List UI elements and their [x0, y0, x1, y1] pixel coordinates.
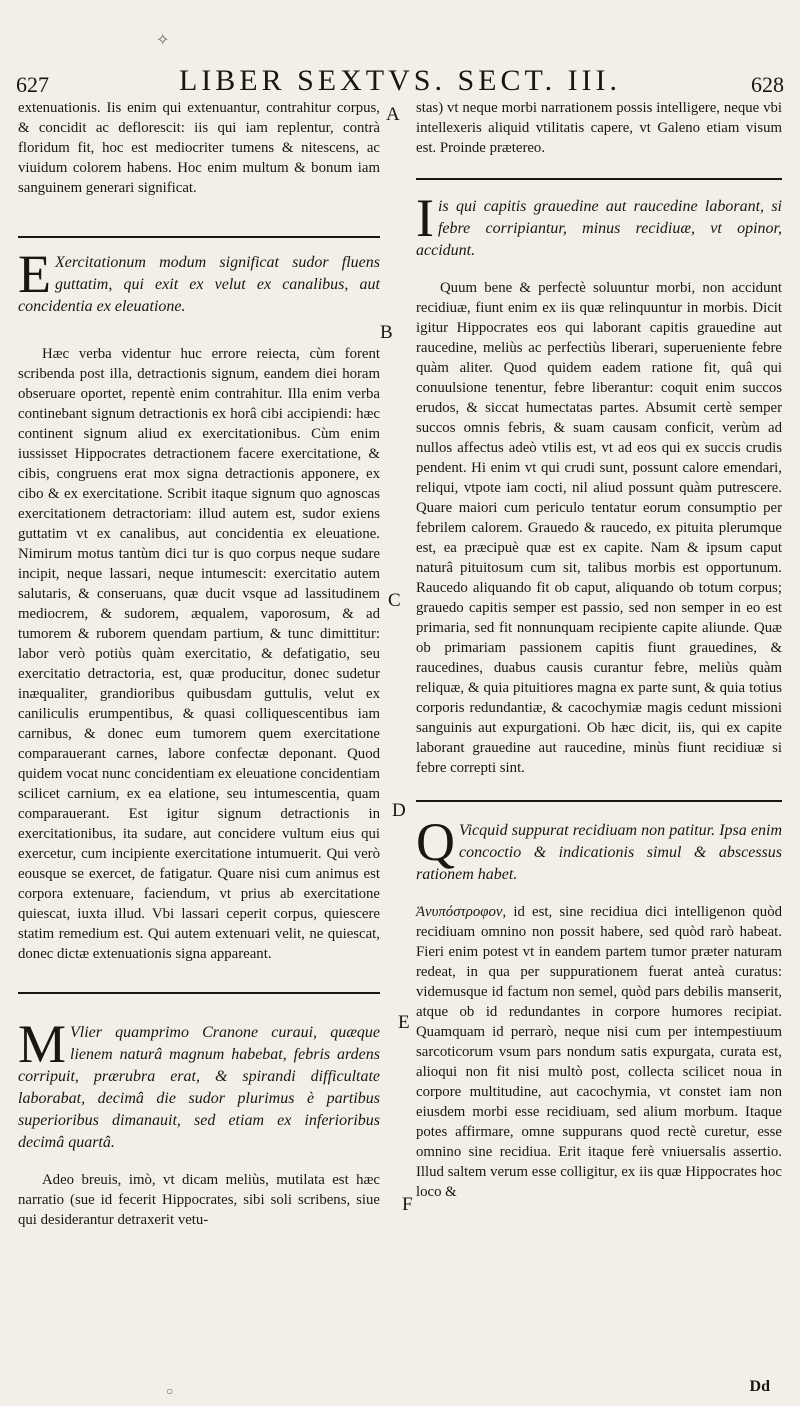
left-paragraph-3: Adeo breuis, imò, vt dicam meliùs, mutilata est hæc narratio (sue id fecerit Hippocrates, sibi soli scribens, siue qui desiderantur detraxerit vetu- — [18, 1172, 380, 1228]
aphorism-text: Xercitationum modum significat sudor fluens guttatim, qui exit ex velut ex canalibus, aut concidentia ex eleuatione. — [18, 254, 380, 315]
drop-cap: M — [18, 1014, 67, 1074]
greek-term: Ἀνυπόστροφον — [416, 904, 503, 920]
left-column — [18, 98, 380, 1230]
running-title: LIBER SEXTVS. SECT. III. — [178, 64, 622, 97]
margin-letter-f: F — [402, 1194, 413, 1215]
ink-mark: ○ — [166, 1384, 174, 1398]
aphorism-text: Vlier quamprimo Cranone curaui, quæque lienem naturâ magnum habebat, febris ardens corripuit, prærubra erat, & spirandi difficultate laborabat, decimâ die sudor plurimus è partibus superioribus dimanauit, sed etiam ex inferioribus decimâ quartâ. — [18, 1024, 380, 1151]
aphorism-head-cold — [416, 188, 782, 262]
right-paragraph-2: Quum bene & perfectè soluuntur morbi, non accidunt recidiuæ, fiunt enim ex iis quæ relinquuntur in morbis. Dicit igitur Hippocrates eos qui laborant capitis grauedine aut raucedine, meliùs ac perfectiùs liberari, superueniente febre quàm aliter. Quod quidem eadem ratione fit, quâ qui conuulsione tenentur, febre liberantur: coquit enim succos erudos, & siccat humectatas partes. Absumit certè semper succos omnis febris, & suam causam conficit, verùm ad nullos affectus adeò vtilis est, vt ad eos qui ex succis crudis pendent. Hi enim vt qui crudi sunt, possunt calore emendari, reliqui, vtpote iam cocti, nil aliud possunt quàm putrescere. Quare maiori cum periculo tentatur eorum consumptio per febrilem calorem. Grauedo & raucedo, ex pituita plerumque est, ea præcipuè quæ est ex capite. Nam & ipsum caput naturâ pituitosum cum sit, talibus morbis est opportunum. Raucedo aliquando fit ob caput, aliquando ob totum corpus; grauedo capitis semper est passio, sed non semper in eo est primaria, sed fit nonnunquam recipiente capite aliunde. Quæ ob primariam passionem capitis fiunt grauedines, & raucedines, duabus causis curantur febre, meliùs quàm reliquæ, & quia pituitiores magna ex parte sunt, & quia totius corporis redundantiæ, & cacochymiæ magis cedunt missioni sanguinis aut expurgationi. Ob hæc dicit, iis, qui ex capite laborant grauedine aut raucedine, minùs fiunt recidiuæ si febre correpti sint. — [416, 280, 782, 776]
left-paragraph-2: Hæc verba videntur huc errore reiecta, cùm forent scribenda post illa, detractionis signum, eandem diei horam obseruare oportet, repentè enim contrahitur. Illa enim verba continebant signum detractionis ex horâ cibi accipiendi: hæc continent signum aliud ex exercitationibus. Cùm enim iussisset Hippocrates detractionem facere exercitatione, & cibis, congruens erat mox signa detractionis apponere, ex cibo & ex exercitatione. Scribit itaque signum quo agnoscas exercitationem detractoriam: illud autem est, sudor exiens guttatim vt ex canalibus, aut concidentia ex eleuatione. Nimirum motus tantùm dici tur is quo corpus neque sudare incipit, neque lassari, neque intumescit: exercitatio autem salutaris, & conseruans, quæ ducit vsque ad lassitudinem mediocrem, & sudorem, æqualem, vaporosum, & ad tumorem & ruborem quendam partium, & tunc dimittitur: labor verò potiùs quàm exercitatio, & defatigatio, seu exercitatio detractoria, est, quæ producitur, donec sudetur inæqualiter, grandioribus quibusdam guttulis, velut ex caniliculis erumpentibus, & quasi colliquescentibus iam carnibus, & donec eum tumorem quem exercitatione comparauerant carnes, labore confectæ deponant. Quod quidem vocat nunc concidentiam ex eleuatione concidentiam scilicet carnium, ex ea elatione, seu intumescentia, quam comparauerant. Est igitur signum detractionis in exercitationibus, ita sudare, aut concidere vultum eius qui exercetur, cum incipiente exercitatione intumuerit. Qui verò eousque se exercet, de fatigatur. Quare nisi cum animus est corpora extenuare, faciendum, vt prius ab exercitatione quiescat, iuxta illud. Vbi lassari ceperit corpus, quiescere statim remedium est. Qui autem extenuari velit, ne quiescat, donec dictæ extenuationis signa appareant. — [18, 346, 380, 962]
margin-letter-e: E — [398, 1012, 410, 1033]
paragraph-text: , id est, sine recidiua dici intelligenon quòd recidiuam omnino non possit habere, sed quòd rarò habeat. Fieri enim potest vt in eandem partem tumor præter naturam redeat, in qua per suppurationem fuerat anteà curatus: videmusque id factum non semel, quòd pars debilis manserit, atque ob id redundantes in corpore humores recipiat. Quamquam id perrarò, neque nisi cum per intempestiuum sarcoticorum vsum pars nondum satis expurgata, curata est, alioqui non fit nisi multò post, collecta scilicet noua in corpore multitudine, aut cacochymia, vt constet iam non eiusdem morbi esse recidiuam, sed alium morbum. Itaque potes affirmare, omne suppurans quod rectè curetur, esse omnino sine recidiua. Erit itaque ferè vniuersalis assertio. Illud saltem verum esse colligitur, ex iis quæ Hippocrates hoc loco & — [416, 904, 782, 1200]
margin-letter-b: B — [380, 322, 393, 343]
ink-mark: ✧ — [156, 32, 170, 49]
page-number-right: 628 — [751, 72, 784, 97]
aphorism-text: is qui capitis grauedine aut raucedine laborant, si febre corripiantur, minus recidiuæ, vt opinor, accidunt. — [416, 198, 782, 259]
margin-letter-c: C — [388, 590, 401, 611]
margin-letter-a: A — [386, 104, 400, 125]
signature-mark: Dd — [749, 1378, 770, 1395]
right-column — [416, 98, 782, 1202]
drop-cap: Q — [416, 812, 455, 872]
right-paragraph-1: stas) vt neque morbi narrationem possis intelligere, neque vbi intellexeris aliquid vtilitatis capere, vt Galeno etiam visum est. Proinde prætereo. — [416, 100, 782, 156]
left-paragraph-1: extenuationis. Iis enim qui extenuantur, contrahitur corpus, & concidit ac deflorescit: iis qui iam replentur, contrà floridum fit, hoc est mediocriter tumens & nitescens, ac viuidum colorem habens. Hoc enim multum & bonum iam sanguinem generari significat. — [18, 100, 380, 196]
aphorism-text: Vicquid suppurat recidiuam non patitur. Ipsa enim concoctio & indicationis simul & abscessus rationem habet. — [416, 822, 782, 883]
page-number-left: 627 — [16, 72, 49, 97]
aphorism-cranon — [18, 1014, 380, 1154]
right-paragraph-3 — [416, 902, 782, 1202]
aphorism-exercise — [18, 244, 380, 318]
running-header — [0, 64, 800, 98]
aphorism-suppuration — [416, 812, 782, 886]
margin-letter-d: D — [392, 800, 406, 821]
drop-cap: E — [18, 244, 51, 304]
drop-cap: I — [416, 188, 434, 248]
